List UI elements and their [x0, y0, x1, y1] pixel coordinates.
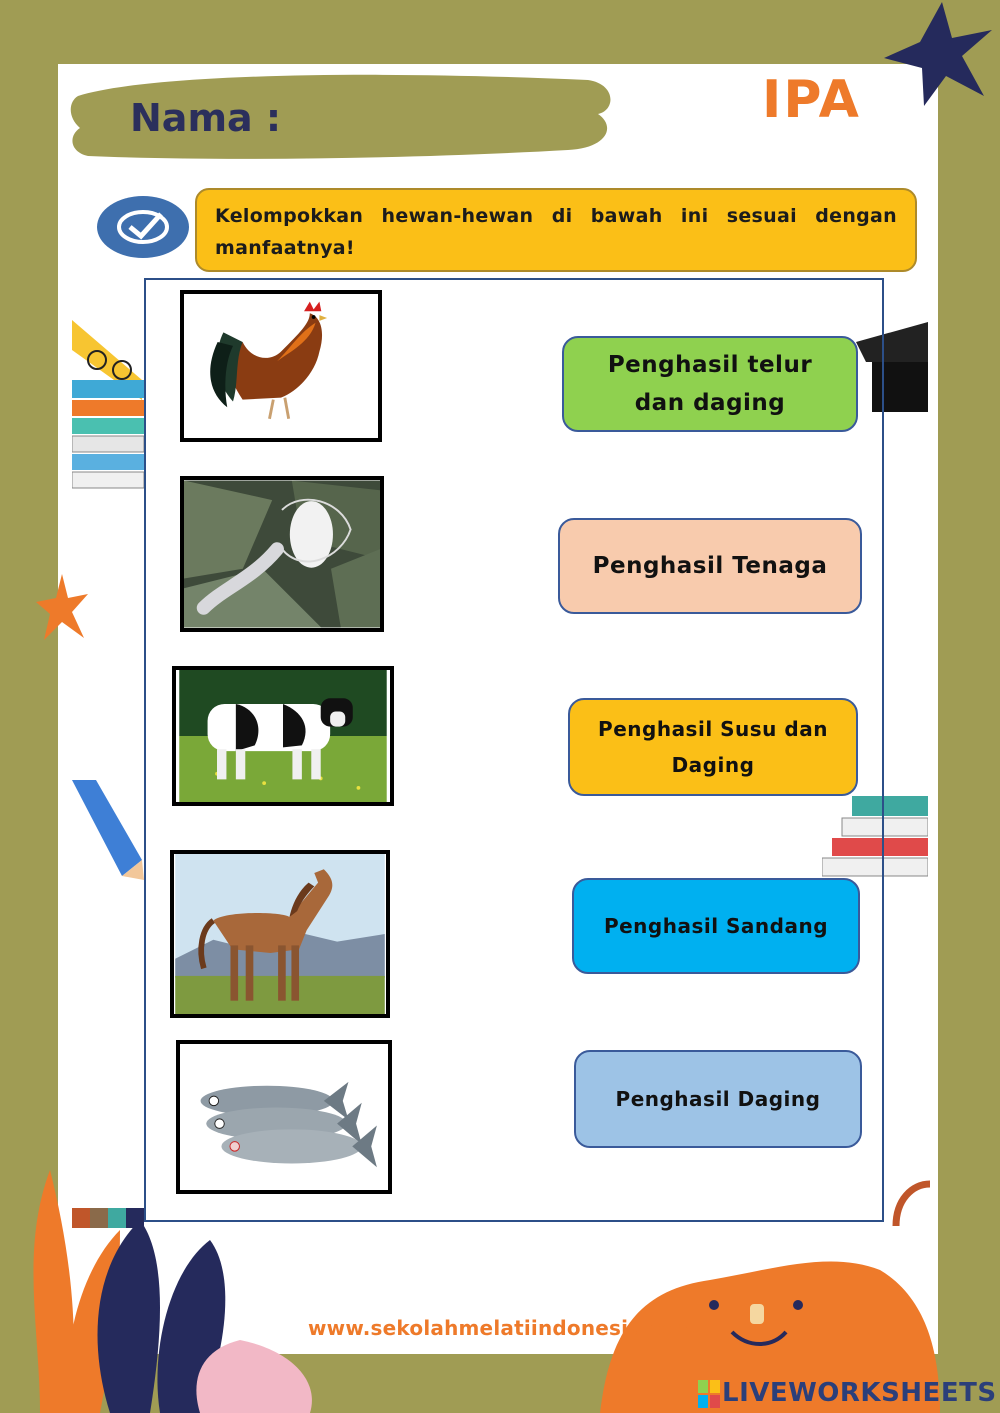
category-label-line1: Penghasil telur	[607, 352, 813, 378]
liveworksheets-logo-icon	[698, 1380, 720, 1408]
pencil-icon	[72, 780, 144, 880]
orange-star-icon	[36, 574, 88, 644]
cow-photo	[172, 666, 394, 806]
star-decoration-icon	[880, 0, 1000, 110]
silkworm-photo	[180, 476, 384, 632]
category-milk-meat	[568, 698, 858, 796]
category-energy	[558, 518, 862, 614]
category-label-line2: dan daging	[634, 390, 786, 416]
arc-decoration-icon	[892, 1180, 932, 1228]
color-swatches	[72, 1208, 144, 1228]
category-label-line1: Penghasil Sandang	[603, 914, 829, 938]
name-label: Nama :	[130, 96, 282, 140]
rooster-photo	[180, 290, 382, 442]
category-label-line1: Penghasil Susu dan	[598, 717, 828, 741]
category-meat	[574, 1050, 862, 1148]
liveworksheets-brand[interactable]: LIVEWORKSHEETS	[722, 1378, 997, 1408]
category-label-line1: Penghasil Daging	[615, 1087, 821, 1111]
subject-title: IPA	[762, 70, 861, 130]
horse-photo	[170, 850, 390, 1018]
books-stack-icon	[72, 320, 152, 495]
category-egg-meat	[562, 336, 858, 432]
instruction-box: Kelompokkan hewan-hewan di bawah ini sesuai dengan manfaatnya!	[195, 188, 917, 272]
category-label-line1: Penghasil Tenaga	[592, 553, 828, 579]
category-clothing	[572, 878, 860, 974]
check-badge	[97, 196, 189, 258]
website-url: www.sekolahmelatiindonesia.sch.id	[308, 1316, 718, 1340]
checkmark-icon	[97, 196, 189, 258]
category-label-line2: Daging	[671, 753, 755, 777]
leaves-decoration-icon	[0, 1150, 330, 1413]
